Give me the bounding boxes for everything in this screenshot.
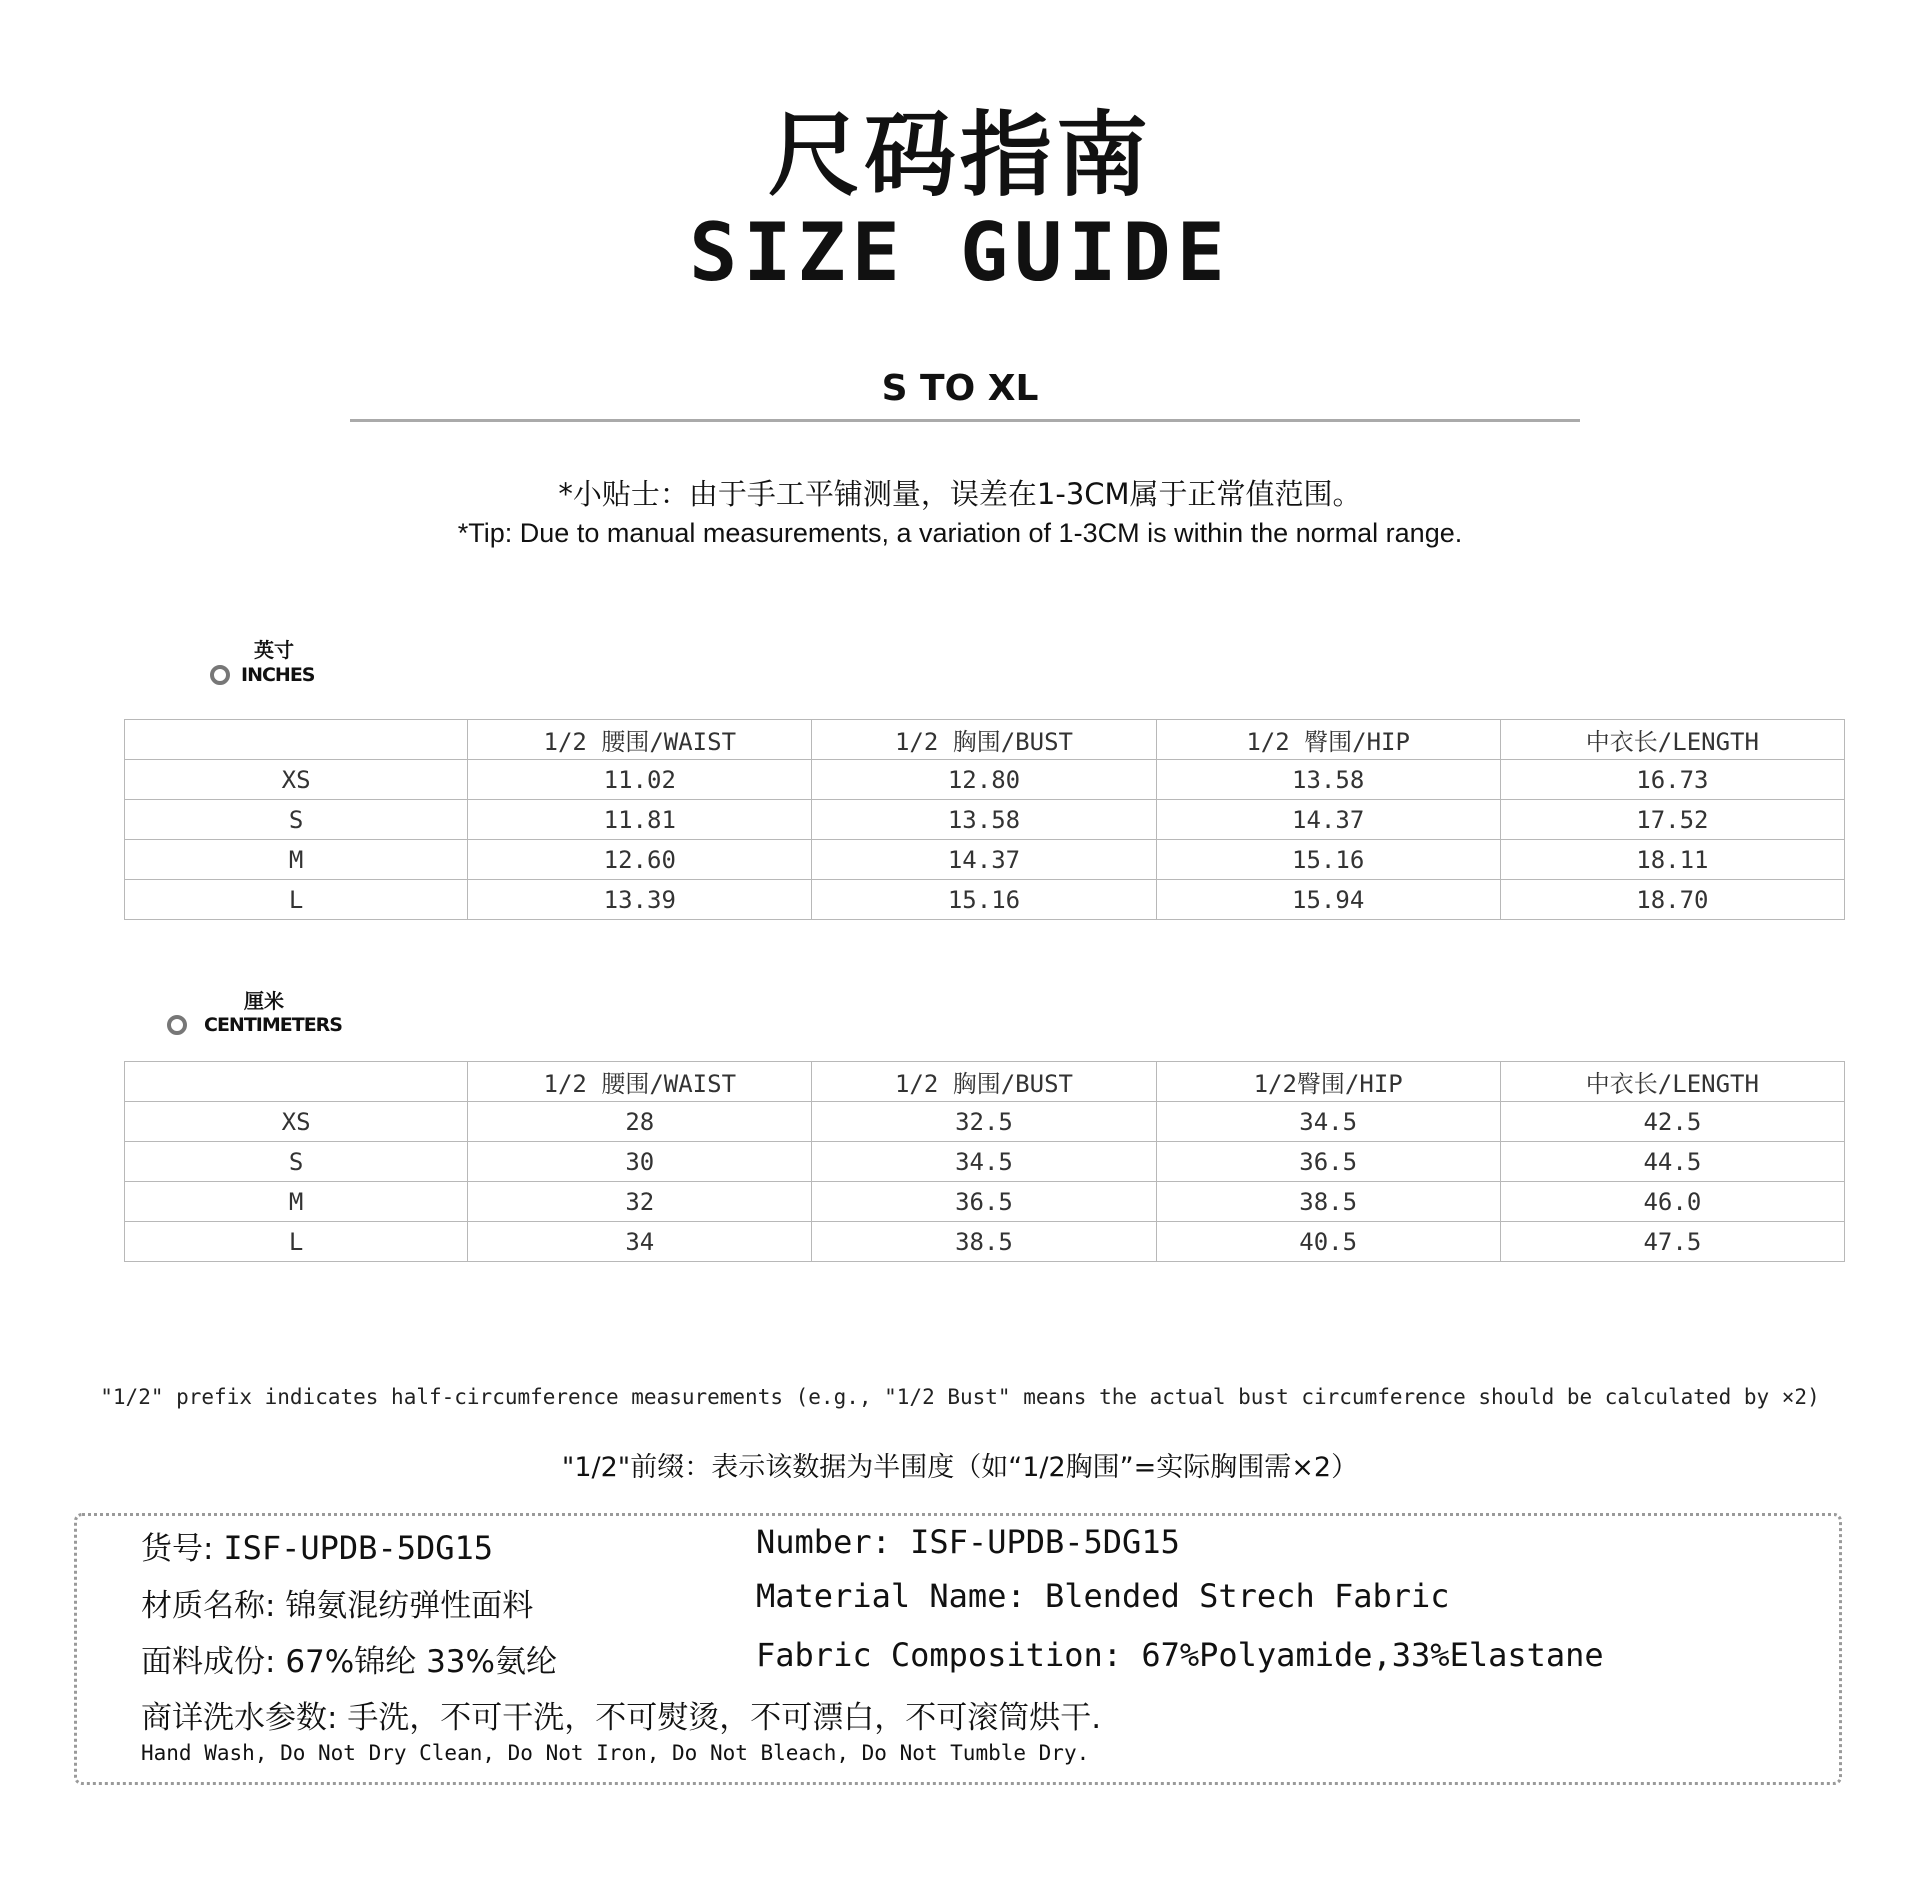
value-cell: 15.16 xyxy=(1156,840,1500,880)
tip-english: *Tip: Due to manual measurements, a variation of 1-3CM is within the normal range. xyxy=(457,518,1463,548)
size-cell: S xyxy=(125,1142,468,1182)
value-cell: 11.02 xyxy=(468,760,812,800)
header-cell xyxy=(125,1062,468,1102)
size-cell: XS xyxy=(125,1102,468,1142)
value-cell: 34.5 xyxy=(812,1142,1156,1182)
value-cell: 15.16 xyxy=(812,880,1156,920)
centimeters-table xyxy=(124,1061,1845,1262)
value-cell: 11.81 xyxy=(468,800,812,840)
table-row xyxy=(125,840,1845,880)
fabric-en-label: Fabric Composition: xyxy=(756,1636,1123,1674)
size-range: S TO XL xyxy=(881,368,1039,409)
divider xyxy=(350,419,1580,422)
size-cell: L xyxy=(125,880,468,920)
header-cell: 中衣长/LENGTH xyxy=(1500,720,1844,760)
table-row xyxy=(125,800,1845,840)
care-instructions-en: Hand Wash, Do Not Dry Clean, Do Not Iron, Do Not Bleach, Do Not Tumble Dry. xyxy=(141,1741,1090,1765)
size-cell: M xyxy=(125,840,468,880)
table-header-row xyxy=(125,1062,1845,1102)
fabric-cn-value: 67%锦纶 33%氨纶 xyxy=(285,1644,557,1680)
table-row xyxy=(125,760,1845,800)
material-cn-value: 锦氨混纺弹性面料 xyxy=(285,1588,534,1624)
centimeters-bullet-icon xyxy=(167,1015,187,1035)
care-cn-label: 商详洗水参数: xyxy=(141,1700,338,1736)
inches-table xyxy=(124,719,1845,920)
table-row xyxy=(125,1182,1845,1222)
value-cell: 12.80 xyxy=(812,760,1156,800)
value-cell: 42.5 xyxy=(1500,1102,1844,1142)
item-number-cn-label: 货号: xyxy=(141,1531,214,1567)
header-cell xyxy=(125,720,468,760)
size-cell: M xyxy=(125,1182,468,1222)
value-cell: 16.73 xyxy=(1500,760,1844,800)
value-cell: 44.5 xyxy=(1500,1142,1844,1182)
fabric-cn xyxy=(141,1636,557,1681)
value-cell: 32 xyxy=(468,1182,812,1222)
value-cell: 34 xyxy=(468,1222,812,1262)
half-circumference-note-en: "1/2" prefix indicates half-circumference measurements (e.g., "1/2 Bust" means the actual bust circumference should be calculated by ×2) xyxy=(100,1385,1820,1409)
value-cell: 34.5 xyxy=(1156,1102,1500,1142)
material-en xyxy=(756,1577,1450,1615)
tip-chinese: *小贴士：由于手工平铺测量，误差在1-3CM属于正常值范围。 xyxy=(558,477,1362,511)
value-cell: 40.5 xyxy=(1156,1222,1500,1262)
value-cell: 18.11 xyxy=(1500,840,1844,880)
half-circumference-note-cn: "1/2"前缀：表示该数据为半围度（如“1/2胸围”=实际胸围需×2） xyxy=(561,1452,1359,1483)
table-row xyxy=(125,1222,1845,1262)
size-cell: L xyxy=(125,1222,468,1262)
material-en-label: Material Name: xyxy=(756,1577,1026,1615)
fabric-en xyxy=(756,1636,1604,1674)
value-cell: 13.58 xyxy=(812,800,1156,840)
inches-bullet-icon xyxy=(210,665,230,685)
centimeters-label-en: CENTIMETERS xyxy=(204,1014,342,1036)
item-number-en-value: ISF-UPDB-5DG15 xyxy=(910,1523,1180,1561)
value-cell: 30 xyxy=(468,1142,812,1182)
table-row xyxy=(125,880,1845,920)
item-number-en xyxy=(756,1523,1180,1561)
care-cn-value: 手洗，不可干洗，不可熨烫，不可漂白，不可滚筒烘干. xyxy=(347,1700,1102,1736)
centimeters-label-cn: 厘米 xyxy=(244,989,284,1013)
inches-label-en: INCHES xyxy=(241,664,315,686)
header-cell: 1/2 胸围/BUST xyxy=(812,1062,1156,1102)
header-cell: 1/2 臀围/HIP xyxy=(1156,720,1500,760)
header-cell: 1/2 腰围/WAIST xyxy=(468,720,812,760)
value-cell: 38.5 xyxy=(812,1222,1156,1262)
value-cell: 36.5 xyxy=(1156,1142,1500,1182)
value-cell: 47.5 xyxy=(1500,1222,1844,1262)
header-cell: 中衣长/LENGTH xyxy=(1500,1062,1844,1102)
item-number-cn xyxy=(141,1523,493,1568)
value-cell: 13.58 xyxy=(1156,760,1500,800)
material-cn-label: 材质名称: xyxy=(141,1588,276,1624)
value-cell: 14.37 xyxy=(812,840,1156,880)
table-row xyxy=(125,1102,1845,1142)
value-cell: 15.94 xyxy=(1156,880,1500,920)
value-cell: 12.60 xyxy=(468,840,812,880)
value-cell: 46.0 xyxy=(1500,1182,1844,1222)
value-cell: 18.70 xyxy=(1500,880,1844,920)
value-cell: 36.5 xyxy=(812,1182,1156,1222)
table-header-row xyxy=(125,720,1845,760)
material-cn xyxy=(141,1580,533,1625)
material-en-value: Blended Strech Fabric xyxy=(1044,1577,1450,1615)
value-cell: 28 xyxy=(468,1102,812,1142)
fabric-en-value: 67%Polyamide,33%Elastane xyxy=(1141,1636,1604,1674)
size-cell: S xyxy=(125,800,468,840)
value-cell: 13.39 xyxy=(468,880,812,920)
header-cell: 1/2 腰围/WAIST xyxy=(468,1062,812,1102)
value-cell: 17.52 xyxy=(1500,800,1844,840)
value-cell: 32.5 xyxy=(812,1102,1156,1142)
title-chinese: 尺码指南 xyxy=(767,101,1152,209)
value-cell: 38.5 xyxy=(1156,1182,1500,1222)
size-cell: XS xyxy=(125,760,468,800)
header-cell: 1/2 胸围/BUST xyxy=(812,720,1156,760)
item-number-en-label: Number: xyxy=(756,1523,891,1561)
fabric-cn-label: 面料成份: xyxy=(141,1644,276,1680)
care-instructions-cn xyxy=(141,1692,1101,1737)
item-number-cn-value: ISF-UPDB-5DG15 xyxy=(223,1529,494,1567)
table-row xyxy=(125,1142,1845,1182)
header-cell: 1/2臀围/HIP xyxy=(1156,1062,1500,1102)
value-cell: 14.37 xyxy=(1156,800,1500,840)
inches-label-cn: 英寸 xyxy=(254,638,294,662)
title-english: SIZE GUIDE xyxy=(689,206,1231,299)
